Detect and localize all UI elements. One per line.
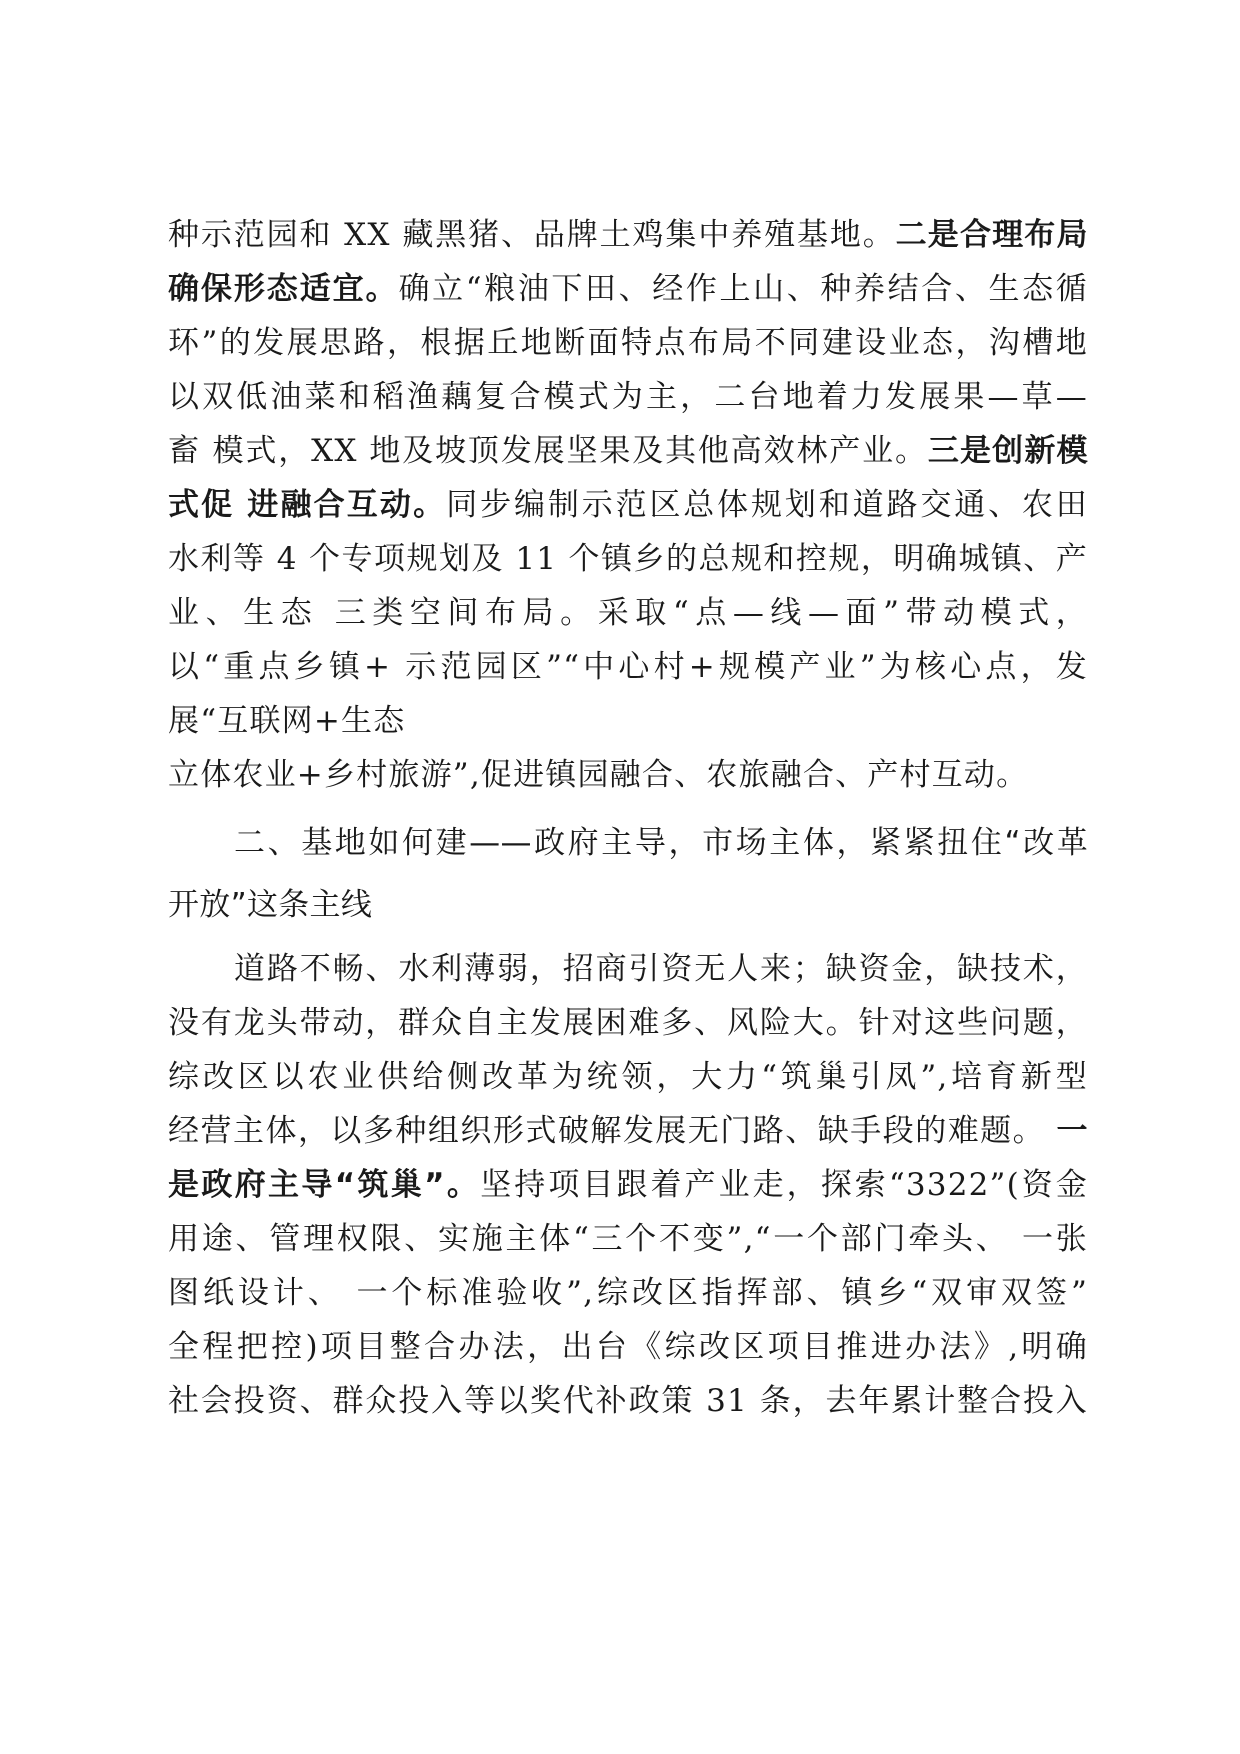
- document-body: [168, 208, 1088, 1428]
- paragraph-2-line-2: 没有龙头带动，群众自主发展困难多、风险大。针对这些问题，: [168, 1005, 1088, 1041]
- text-run: 确立“粮油下田、经作上山、种养结合、生态循: [398, 271, 1088, 307]
- paragraph-1-line-6: [168, 478, 1088, 532]
- paragraph-1-line-1: [168, 208, 1088, 262]
- paragraph-2-line-7: 图纸设计、 一个标准验收”,综改区指挥部、镇乡“双审双签”: [168, 1275, 1088, 1311]
- bold-run-point-3-cont: 式促 进融合互动。: [168, 487, 447, 523]
- section-heading-line-1: 二、基地如何建——政府主导，市场主体，紧紧扭住“改革: [234, 825, 1088, 861]
- paragraph-2-line-9: 社会投资、群众投入等以奖代补政策 31 条，去年累计整合投入: [168, 1383, 1088, 1419]
- text-run: 经营主体，以多种组织形式破解发展无门路、缺手段的难题。: [168, 1113, 1057, 1149]
- bold-run-point-3: 三是创新模: [927, 433, 1088, 469]
- paragraph-1-line-5: [168, 424, 1088, 478]
- bold-run-point-1-cont: 是政府主导“筑巢”。: [168, 1167, 481, 1203]
- paragraph-1-line-2: [168, 262, 1088, 316]
- text-run: 畜 模式，XX 地及坡顶发展坚果及其他高效林产业。: [168, 433, 928, 469]
- text-run: 种示范园和 XX 藏黑猪、品牌土鸡集中养殖基地。: [168, 217, 896, 253]
- bold-run-point-2-cont: 确保形态适宜。: [168, 271, 399, 307]
- paragraph-1-line-7: 水利等 4 个专项规划及 11 个镇乡的总规和控规，明确城镇、产: [168, 541, 1088, 577]
- paragraph-2-line-3: 综改区以农业供给侧改革为统领，大力“筑巢引凤”,培育新型: [168, 1059, 1088, 1095]
- text-run: 坚持项目跟着产业走，探索“3322”(资金: [480, 1167, 1088, 1203]
- paragraph-2-line-1: 道路不畅、水利薄弱，招商引资无人来；缺资金，缺技术，: [234, 951, 1088, 987]
- text-run: 同步编制示范区总体规划和道路交通、农田: [446, 487, 1088, 523]
- paragraph-2-line-8: 全程把控)项目整合办法，出台《综改区项目推进办法》,明确: [168, 1329, 1088, 1365]
- paragraph-1-line-9: 以“重点乡镇+ 示范园区”“中心村+规模产业”为核心点，发: [168, 649, 1088, 685]
- bold-run-point-1: 一: [1056, 1113, 1088, 1149]
- section-heading-line-2: 开放”这条主线: [168, 887, 373, 923]
- paragraph-1-line-3: 环”的发展思路，根据丘地断面特点布局不同建设业态，沟槽地: [168, 325, 1088, 361]
- paragraph-2-line-5: [168, 1158, 1088, 1212]
- paragraph-1-line-10: 展“互联网+生态: [168, 703, 406, 739]
- bold-run-point-2: 二是合理布局: [895, 217, 1088, 253]
- paragraph-1-line-11: 立体农业+乡村旅游”,促进镇园融合、农旅融合、产村互动。: [168, 757, 1029, 793]
- paragraph-2-line-4: [168, 1104, 1088, 1158]
- paragraph-2-line-6: 用途、管理权限、实施主体“三个不变”,“一个部门牵头、 一张: [168, 1221, 1088, 1257]
- paragraph-1-line-4: 以双低油菜和稻渔藕复合模式为主，二台地着力发展果—草—: [168, 379, 1088, 415]
- paragraph-1-line-8: 业、生态 三类空间布局。采取“点—线—面”带动模式，: [168, 595, 1088, 631]
